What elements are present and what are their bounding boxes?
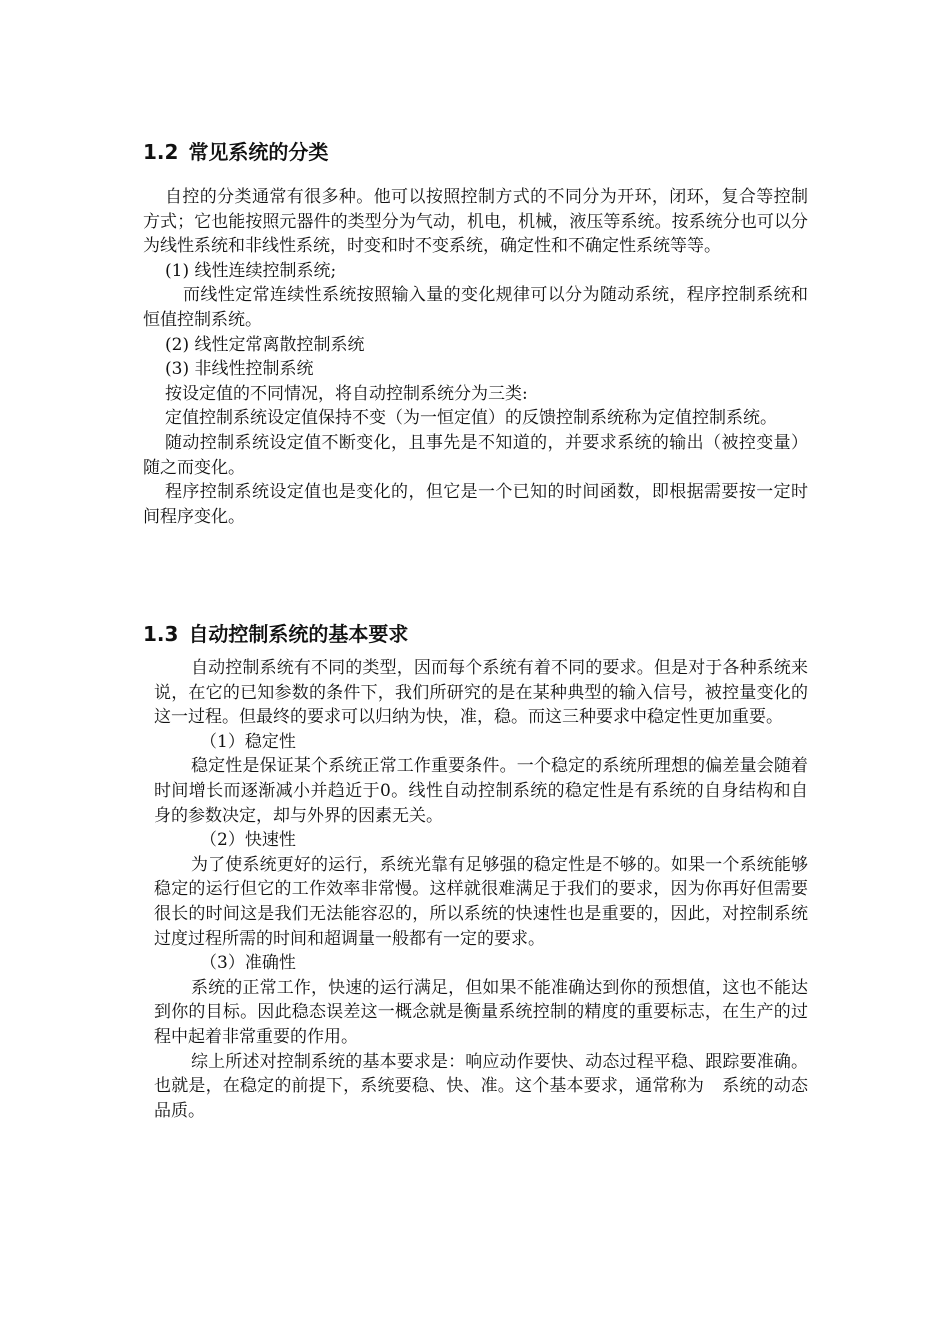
paragraph-by-setpoint: 按设定值的不同情况，将自动控制系统分为三类: [165,383,528,404]
list-item-linear-discrete: (2) 线性定常离散控制系统 [165,334,365,355]
paragraph-stability: 稳定性是保证某个系统正常工作重要条件。一个稳定的系统所理想的偏差量会随着时间增长而逐渐减小并趋近于0。线性自动控制系统的稳定性是有系统的自身结构和自身的参数决定，却与外界的因素无关。 [154,756,808,826]
section-body-1-3 [143,656,808,1123]
paragraph-constant-control: 定值控制系统设定值保持不变（为一恒定值）的反馈控制系统称为定值控制系统。 [165,408,777,429]
subheading-accuracy: （3）准确性 [200,953,296,974]
section-heading-1-3 [143,621,408,647]
paragraph-summary [154,1050,808,1124]
paragraph-program-control: 程序控制系统设定值也是变化的，但它是一个已知的时间函数，即根据需要按一定时间程序变化。 [143,482,808,527]
paragraph-accuracy: 系统的正常工作，快速的运行满足，但如果不能准确达到你的预想值，这也不能达到你的目标。因此稳态误差这一概念就是衡量系统控制的精度的重要标志，在生产的过程中起着非常重要的作用。 [154,977,808,1047]
section-title: 自动控制系统的基本要求 [188,622,409,646]
paragraph-intro: 自控的分类通常有很多种。他可以按照控制方式的不同分为开环，闭环，复合等控制方式；它也能按照元器件的类型分为气动，机电，机械，液压等系统。按系统分也可以分为线性系统和非线性系统，时变和时不变系统，确定性和不确定性系统等等。 [143,187,808,257]
paragraph-requirements-intro: 自动控制系统有不同的类型，因而每个系统有着不同的要求。但是对于各种系统来说，在它的已知参数的条件下，我们所研究的是在某种典型的输入信号，被控量变化的这一过程。但最终的要求可以归纳为快，准，稳。而这三种要求中稳定性更加重要。 [154,658,808,728]
summary-text-b: 系统的动态品质。 [154,1076,809,1121]
section-title: 常见系统的分类 [188,140,329,164]
summary-text-a: 综上所述对控制系统的基本要求是：响应动作要快、动态过程平稳、跟踪要准确。也就是，在稳定的前提下，系统要稳、快、准。这个基本要求，通常称为 [154,1051,808,1097]
subheading-stability: （1）稳定性 [200,731,296,752]
subheading-speed: （2）快速性 [200,830,296,851]
list-item-nonlinear: (3) 非线性控制系统 [165,359,314,380]
section-body-1-2 [143,185,808,529]
paragraph-follow-control: 随动控制系统设定值不断变化，且事先是不知道的，并要求系统的输出（被控变量）随之而变化。 [143,432,808,478]
paragraph-speed: 为了使系统更好的运行，系统光靠有足够强的稳定性是不够的。如果一个系统能够稳定的运行但它的工作效率非常慢。这样就很难满足于我们的要求，因为你再好但需要很长的时间这是我们无法能容忍的，所以系统的快速性也是重要的，因此，对控制系统过度过程所需的时间和超调量一般都有一定的要求。 [154,854,808,949]
paragraph-linear-continuous-desc: 而线性定常连续性系统按照输入量的变化规律可以分为随动系统，程序控制系统和恒值控制系统。 [143,285,808,330]
section-number: 1.3 [143,622,179,646]
section-heading-1-2 [143,139,328,165]
list-item-linear-continuous: (1) 线性连续控制系统; [165,260,337,281]
section-number: 1.2 [143,140,179,164]
